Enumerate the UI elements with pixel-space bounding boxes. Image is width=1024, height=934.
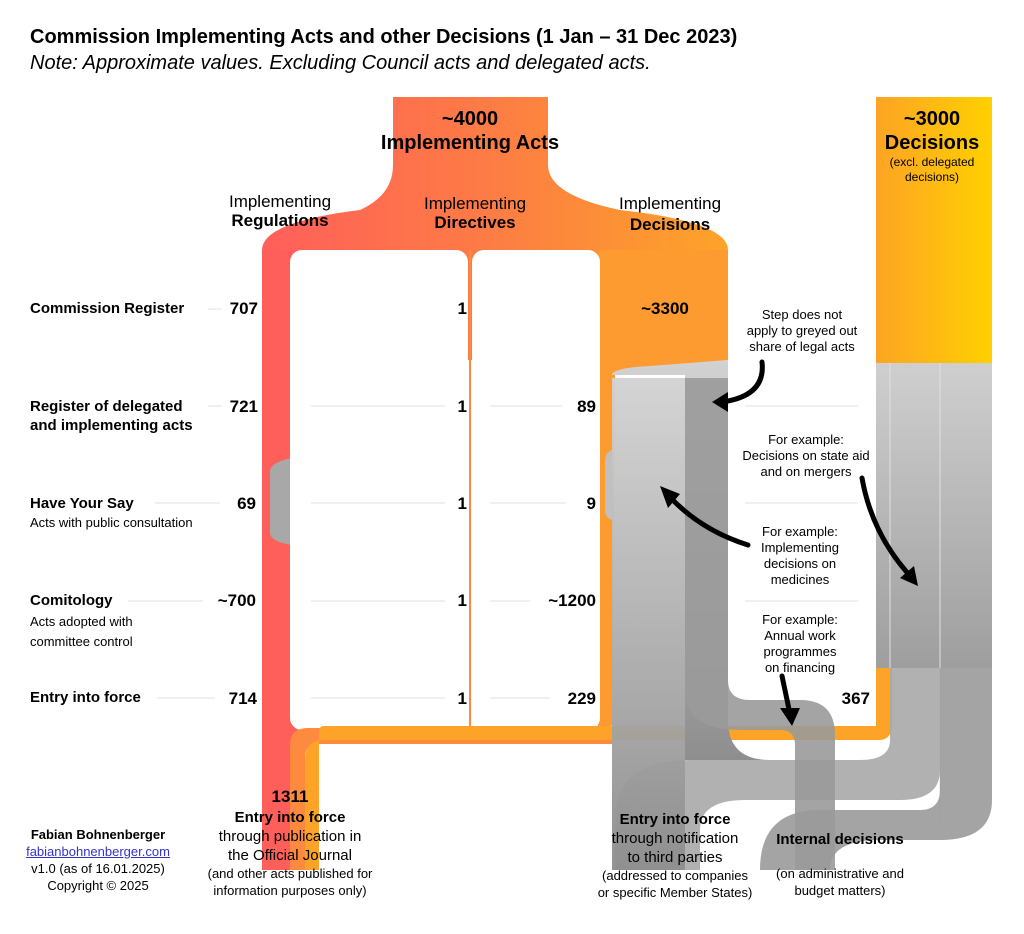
author-copyright: Copyright © 2025 [47, 878, 149, 893]
regulations-grey-share [270, 458, 292, 545]
impl-decisions-notification-flow [612, 378, 685, 870]
step-have-your-say-sub: Acts with public consultation [30, 515, 193, 530]
step-have-your-say: Have Your Say [30, 495, 134, 512]
dec-value-0: ~3300 [641, 299, 689, 318]
annotation-greyed: Step does not apply to greyed out share of legal acts [746, 307, 858, 354]
col-decisions-line2: Decisions [629, 215, 711, 234]
dir-value-0: 1 [457, 299, 467, 318]
dest-internal: Internal decisions (on administrative and budget matters) [776, 831, 904, 898]
implementing-acts-label: Implementing Acts [380, 132, 560, 154]
regulations-box [290, 250, 468, 730]
author-version: v1.0 (as of 16.01.2025) [31, 861, 165, 876]
annotation-state-aid: For example: Decisions on state aid and on mergers [742, 432, 870, 479]
arrow-greyed-icon [722, 362, 762, 402]
col-directives-line1: Implementing [423, 194, 527, 213]
dec-value-3: ~1200 [548, 591, 596, 610]
page-title: Commission Implementing Acts and other Decisions (1 Jan – 31 Dec 2023) [30, 26, 738, 48]
decisions-label: Decisions [884, 132, 980, 154]
col-regulations-line1: Implementing [228, 192, 332, 211]
step-comitology-sub: Acts adopted with [30, 614, 133, 629]
decisions-grey-flow [876, 363, 992, 668]
decisions-oj-value: 367 [841, 689, 870, 708]
reg-value-0: 707 [229, 299, 258, 318]
directives-box [472, 250, 600, 730]
step-register-delegated: Register of delegated [30, 398, 183, 415]
dest-notification: Entry into force through notification to third parties (addressed to companies or specific Member States) [597, 811, 753, 900]
reg-value-1: 721 [229, 397, 258, 416]
step-comitology-sub2: committee control [30, 634, 133, 649]
col-regulations-line2: Regulations [231, 211, 329, 230]
dec-value-4: 229 [567, 689, 596, 708]
dest-official-journal: 1311 Entry into force through publication in the Official Journal (and other acts published for information purposes only) [207, 787, 373, 898]
step-comitology: Comitology [30, 592, 113, 609]
decisions-note-1: (excl. delegated [889, 155, 975, 169]
dir-value-2: 1 [457, 494, 467, 513]
author-block [26, 826, 170, 894]
annotation-medicines: For example: Implementing decisions on medicines [760, 524, 840, 587]
reg-value-2: 69 [237, 494, 256, 513]
dir-value-4: 1 [457, 689, 467, 708]
author-name: Fabian Bohnenberger [30, 827, 166, 842]
page-subtitle: Note: Approximate values. Excluding Council acts and delegated acts. [30, 52, 651, 74]
dec-value-2: 9 [586, 494, 596, 513]
annotation-financing: For example: Annual work programmes on financing [762, 612, 838, 675]
step-commission-register: Commission Register [30, 300, 185, 317]
author-link[interactable]: fabianbohnenberger.com [26, 844, 170, 859]
step-entry-into-force: Entry into force [30, 689, 141, 706]
step-register-delegated-2: and implementing acts [30, 417, 193, 434]
reg-value-4: 714 [228, 689, 257, 708]
implementing-acts-value: ~4000 [441, 108, 499, 130]
decisions-value: ~3000 [903, 108, 961, 130]
dir-value-3: 1 [457, 591, 467, 610]
col-directives-line2: Directives [434, 213, 516, 232]
dir-value-1: 1 [457, 397, 467, 416]
decisions-note-2: decisions) [904, 170, 960, 184]
reg-value-3: ~700 [217, 591, 256, 610]
dec-value-1: 89 [577, 397, 596, 416]
col-decisions-line1: Implementing [618, 194, 722, 213]
